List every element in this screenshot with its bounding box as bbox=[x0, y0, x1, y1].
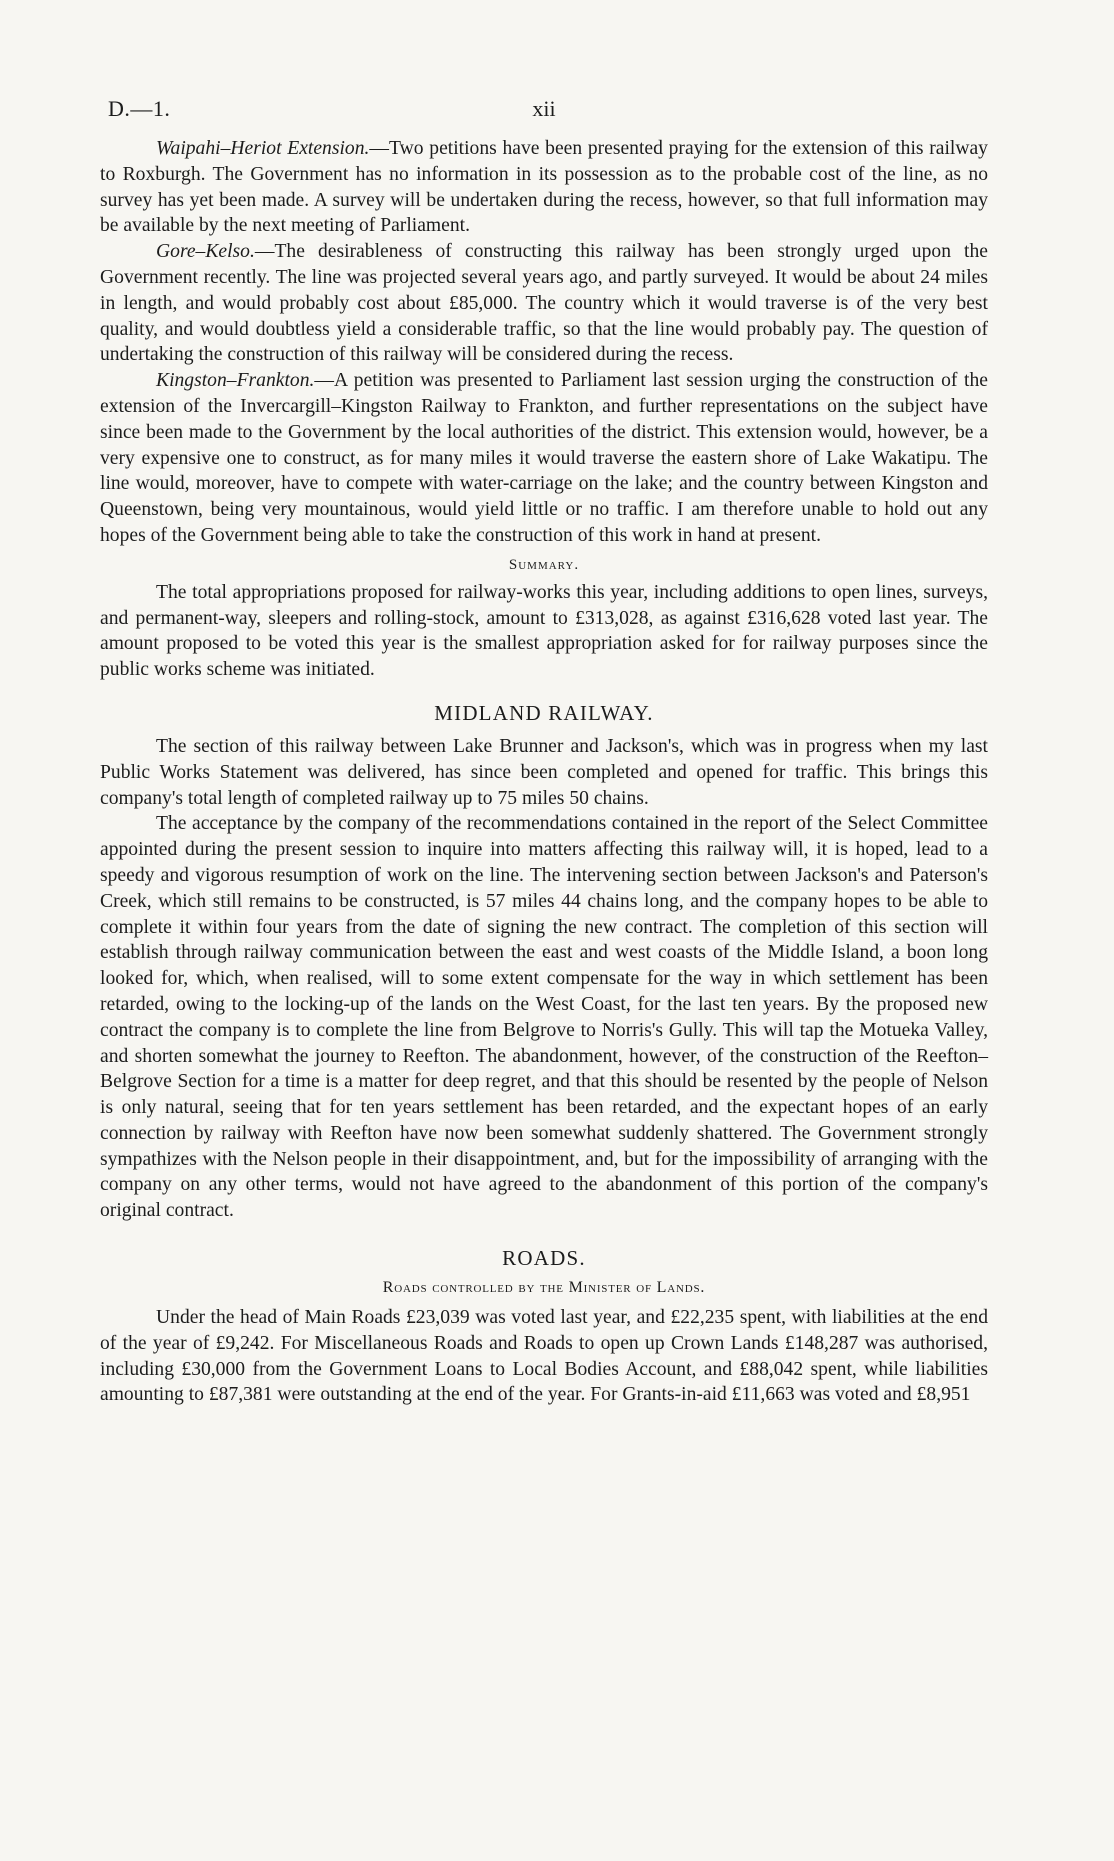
document-reference: D.—1. bbox=[108, 96, 171, 121]
summary-heading: Summary. bbox=[508, 556, 580, 573]
roads-heading: ROADS. bbox=[502, 1246, 586, 1271]
paragraph-gore-kelso bbox=[100, 239, 988, 368]
roads-paragraph: Under the head of Main Roads £23,039 was voted last year, and £22,235 spent, with liabilities at the end of the year of £9,242. For Miscellaneous Roads and Roads to open up Crown Lands £148,287 was authorised, including £30,000 from the Government Loans to Local Bodies Account, and £88,042 spent, while liabilities amounting to £87,381 were outstanding at the end of the year. For Grants-in-aid £11,663 was voted and £8,951 bbox=[100, 1307, 988, 1406]
document-page bbox=[100, 96, 988, 1408]
roads-subheading: Roads controlled by the Minister of Lands. bbox=[382, 1279, 706, 1297]
kingston-heading: Kingston–Frankton. bbox=[156, 370, 315, 392]
summary-paragraph: The total appropriations proposed for railway-works this year, including additions to open lines, surveys, and permanent-way, sleepers and rolling-stock, amount to £313,028, as against £316,628 voted last year. The amount proposed to be voted this year is the smallest appropriation asked for for railway purposes since the public works scheme was initiated. bbox=[100, 581, 988, 681]
gore-kelso-body: —The desirableness of constructing this railway has been strongly urged upon the Government recently. The line was projected several years ago, and partly surveyed. It would be about 24 miles in length, and would probably cost about £85,000. The country which it would traverse is of the very best quality, and would doubtless yield a considerable traffic, so that the line would probably pay. The question of undertaking the construction of this railway will be considered during the recess. bbox=[100, 241, 988, 366]
kingston-body: —A petition was presented to Parliament last session urging the construction of the extension of the Invercargill–Kingston Railway to Frankton, and further representations on the subject have since been made to the Government by the local authorities of the district. This extension would, however, be a very expensive one to construct, as for many miles it would traverse the eastern shore of Lake Wakatipu. The line would, moreover, have to compete with water-carriage on the lake; and the country between Kingston and Queenstown, being very mountainous, would yield little or no traffic. I am therefore unable to hold out any hopes of the Government being able to take the construction of this work in hand at present. bbox=[100, 370, 988, 546]
running-header bbox=[100, 96, 988, 130]
midland-paragraph-2: The acceptance by the company of the recommendations contained in the report of the Select Committee appointed during the present session to inquire into matters affecting this railway will, it is hoped, lead to a speedy and vigorous resumption of work on the line. The intervening section between Jackson's and Paterson's Creek, which still remains to be constructed, is 57 miles 44 chains long, and the company hopes to be able to complete it within four years from the date of signing the new contract. The completion of this section will establish through railway communication between the east and west coasts of the Middle Island, a boon long looked for, which, when realised, will to some extent compensate for the way in which settlement has been retarded, owing to the locking-up of the lands on the West Coast, for the last ten years. By the proposed new contract the company is to complete the line from Belgrove to Norris's Gully. This will tap the Motueka Valley, and shorten somewhat the journey to Reefton. The abandonment, however, of the construction of the Reefton–Belgrove Section for a time is a matter for deep regret, and that this should be resented by the people of Nelson is only natural, seeing that for ten years settlement has been retarded, and the expectant hopes of an early connection by railway with Reefton have now been somewhat suddenly shattered. The Government strongly sympathizes with the Nelson people in their disappointment, and, but for the impossibility of arranging with the company on any other terms, would not have agreed to the abandonment of this portion of the company's original contract. bbox=[100, 813, 988, 1222]
waipahi-heading: Waipahi–Heriot Extension. bbox=[156, 138, 370, 159]
page-number: xii bbox=[532, 96, 556, 121]
gore-kelso-heading: Gore–Kelso. bbox=[156, 241, 255, 263]
midland-railway-heading: MIDLAND RAILWAY. bbox=[434, 700, 654, 725]
paragraph-kingston bbox=[100, 368, 988, 549]
paragraph-waipahi bbox=[100, 136, 988, 239]
waipahi-body: —Two petitions have been presented praying for the extension of this railway to Roxburgh. The Government has no information in its possession as to the probable cost of the line, as no survey has yet been made. A survey will be undertaken during the recess, however, so that full information may be available by the next meeting of Parliament. bbox=[100, 138, 988, 237]
midland-paragraph-1: The section of this railway between Lake Brunner and Jackson's, which was in progress when my last Public Works Statement was delivered, has since been completed and opened for traffic. This brings this company's total length of completed railway up to 75 miles 50 chains. bbox=[100, 735, 988, 809]
